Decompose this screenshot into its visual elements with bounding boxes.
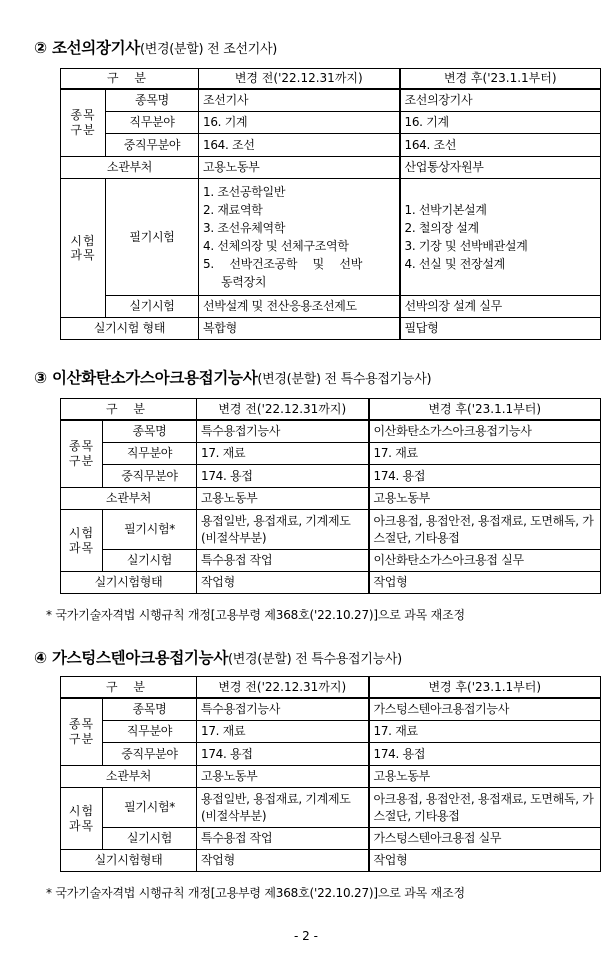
header-after: 변경 후('23.1.1부터) — [369, 677, 601, 698]
subject-item: 4. 선체의장 및 선체구조역학 — [203, 239, 349, 253]
cell-before: 조선기사 — [199, 89, 400, 112]
row-label: 소관부처 — [61, 766, 197, 788]
row-label: 실기시험형태 — [61, 850, 197, 872]
cell-after: 조선의장기사 — [400, 89, 601, 112]
cell-after: 가스텅스텐아크용접기능사 — [369, 698, 601, 721]
cell-after: 필답형 — [400, 318, 601, 340]
subject-item: 2. 철의장 설계 — [404, 221, 479, 235]
footnote: * 국가기술자격법 시행규칙 개정[고용부령 제368호('22.10.27)]으로 과목 재조정 — [46, 608, 465, 622]
row-label: 중직무분야 — [106, 134, 199, 157]
group-label-exam: 시험 과목 — [61, 788, 103, 850]
cell-before: 174. 용접 — [197, 465, 369, 488]
cell-before: 고용노동부 — [197, 766, 369, 788]
row-label: 필기시험 — [106, 179, 199, 296]
section-number: ② — [34, 39, 47, 57]
cell-after: 174. 용접 — [369, 743, 601, 766]
row-label: 실기시험 — [103, 828, 197, 850]
subject-list-before — [203, 183, 395, 291]
cell-before: 작업형 — [197, 572, 369, 594]
header-before: 변경 전('22.12.31까지) — [197, 399, 369, 420]
row-label: 소관부처 — [61, 488, 197, 510]
cell-after: 작업형 — [369, 850, 601, 872]
cell-before: 고용노동부 — [199, 157, 400, 179]
section-title: 조선의장기사 — [51, 39, 140, 57]
cell-before: 17. 재료 — [197, 721, 369, 743]
section-subtitle: (변경(분할) 전 조선기사) — [139, 42, 278, 57]
cell-after: 작업형 — [369, 572, 601, 594]
cell-before: 고용노동부 — [197, 488, 369, 510]
header-after: 변경 후('23.1.1부터) — [400, 69, 601, 89]
cell-before: 특수용접 작업 — [197, 550, 369, 572]
subject-item: 4. 선실 및 전장설계 — [404, 257, 505, 271]
section-subtitle: (변경(분할) 전 특수용접기능사) — [228, 652, 402, 667]
section-number: ④ — [34, 649, 47, 667]
group-label-exam: 시험 과목 — [61, 510, 103, 572]
row-label: 실기시험 형태 — [61, 318, 199, 340]
row-label: 실기시험 — [106, 296, 199, 318]
header-category: 구 분 — [61, 677, 197, 698]
subject-item: 5. 선박건조공학 및 선박 — [203, 257, 363, 271]
subject-item: 1. 선박기본설계 — [404, 203, 487, 217]
row-label: 직무분야 — [103, 721, 197, 743]
cell-before: 16. 기계 — [199, 112, 400, 134]
cell-before: 작업형 — [197, 850, 369, 872]
section-heading-2 — [34, 36, 277, 58]
cell-before: 17. 재료 — [197, 443, 369, 465]
cell-after: 174. 용접 — [369, 465, 601, 488]
row-label: 소관부처 — [61, 157, 199, 179]
cell-before: 특수용접기능사 — [197, 698, 369, 721]
subject-item: 2. 재료역학 — [203, 203, 263, 217]
cell-before: 특수용접기능사 — [197, 420, 369, 443]
footnote: * 국가기술자격법 시행규칙 개정[고용부령 제368호('22.10.27)]으로 과목 재조정 — [46, 886, 465, 900]
subject-item: 1. 조선공학일반 — [203, 185, 286, 199]
cell-after: 선박의장 설계 실무 — [400, 296, 601, 318]
row-label: 실기시험 — [103, 550, 197, 572]
section-number: ③ — [34, 369, 47, 387]
page-number: - 2 - — [294, 929, 318, 943]
subject-item: 3. 기장 및 선박배관설계 — [404, 239, 528, 253]
cell-before: 선박설계 및 전산응용조선제도 — [199, 296, 400, 318]
row-label: 실기시험형태 — [61, 572, 197, 594]
comparison-table-4 — [60, 676, 601, 872]
section-title: 이산화탄소가스아크용접기능사 — [51, 369, 258, 387]
group-label-jongmok: 종목 구분 — [61, 420, 103, 488]
cell-after: 산업통상자원부 — [400, 157, 601, 179]
cell-after: 고용노동부 — [369, 766, 601, 788]
cell-after — [400, 179, 601, 296]
row-label: 직무분야 — [106, 112, 199, 134]
group-label-jongmok: 종목 구분 — [61, 89, 106, 157]
subject-list-after — [405, 201, 597, 273]
cell-before: 복합형 — [199, 318, 400, 340]
header-category: 구 분 — [61, 69, 199, 89]
cell-after: 아크용접, 용접안전, 용접재료, 도면해독, 가스절단, 기타용접 — [369, 510, 601, 550]
header-after: 변경 후('23.1.1부터) — [369, 399, 601, 420]
cell-after: 164. 조선 — [400, 134, 601, 157]
comparison-table-3 — [60, 398, 601, 594]
cell-after: 아크용접, 용접안전, 용접재료, 도면해독, 가스절단, 기타용접 — [369, 788, 601, 828]
cell-before: 특수용접 작업 — [197, 828, 369, 850]
cell-after: 고용노동부 — [369, 488, 601, 510]
row-label: 중직무분야 — [103, 743, 197, 766]
header-before: 변경 전('22.12.31까지) — [199, 69, 400, 89]
cell-before — [199, 179, 400, 296]
cell-after: 이산화탄소가스아크용접기능사 — [369, 420, 601, 443]
row-label: 직무분야 — [103, 443, 197, 465]
header-before: 변경 전('22.12.31까지) — [197, 677, 369, 698]
cell-after: 가스텅스텐아크용접 실무 — [369, 828, 601, 850]
cell-after: 17. 재료 — [369, 721, 601, 743]
section-heading-4 — [34, 646, 402, 668]
cell-after: 17. 재료 — [369, 443, 601, 465]
cell-before: 164. 조선 — [199, 134, 400, 157]
row-label: 필기시험* — [103, 510, 197, 550]
cell-after: 16. 기계 — [400, 112, 601, 134]
section-heading-3 — [34, 366, 431, 388]
section-subtitle: (변경(분할) 전 특수용접기능사) — [257, 372, 432, 387]
section-title: 가스텅스텐아크용접기능사 — [51, 649, 229, 667]
cell-before: 용접일반, 용접재료, 기계제도(비절삭부분) — [197, 510, 369, 550]
cell-before: 용접일반, 용접재료, 기계제도(비절삭부분) — [197, 788, 369, 828]
cell-after: 이산화탄소가스아크용접 실무 — [369, 550, 601, 572]
header-category: 구 분 — [61, 399, 197, 420]
row-label: 필기시험* — [103, 788, 197, 828]
row-label: 종목명 — [103, 698, 197, 721]
row-label: 종목명 — [103, 420, 197, 443]
subject-item: 3. 조선유체역학 — [203, 221, 286, 235]
cell-before: 174. 용접 — [197, 743, 369, 766]
group-label-exam: 시험 과목 — [61, 179, 106, 318]
group-label-jongmok: 종목 구분 — [61, 698, 103, 766]
subject-item: 동력장치 — [221, 275, 267, 289]
comparison-table-2 — [60, 68, 601, 340]
row-label: 중직무분야 — [103, 465, 197, 488]
row-label: 종목명 — [106, 89, 199, 112]
